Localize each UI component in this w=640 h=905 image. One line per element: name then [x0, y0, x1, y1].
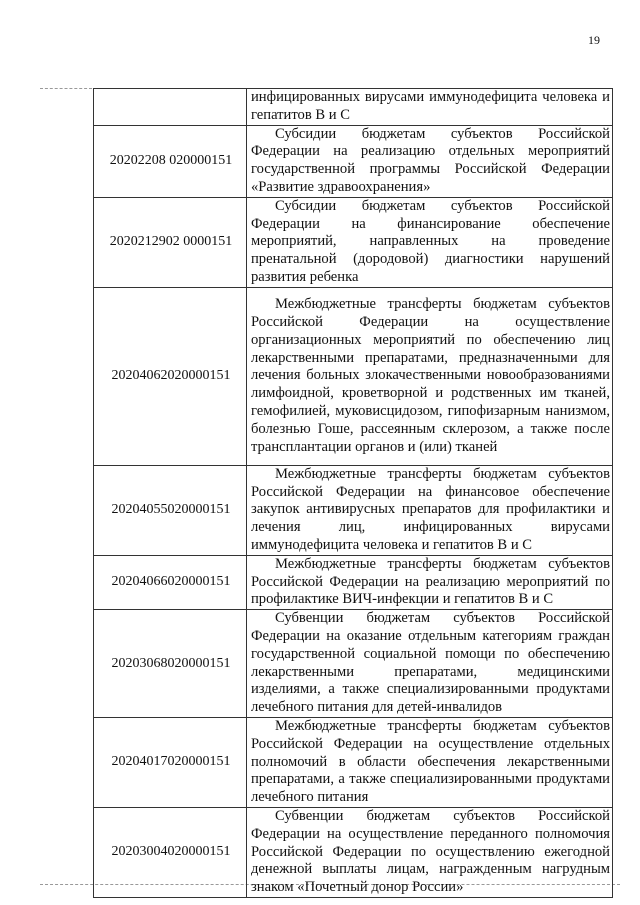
- table-row: [94, 555, 613, 609]
- budget-code-cell: 20202208 020000151: [94, 125, 247, 197]
- table-row: [94, 287, 613, 465]
- budget-code-cell: [94, 89, 247, 126]
- description-cell: Межбюджетные трансферты бюджетам субъектов Российской Федерации на реализацию мероприятий по профилактике ВИЧ-инфекции и гепатитов В и С: [247, 555, 613, 609]
- table-row: [94, 610, 613, 718]
- scan-rule: [40, 88, 92, 89]
- description-cell: Субсидии бюджетам субъектов Российской Федерации на финансирование обеспечение мероприятий, направленных на проведение пренатальной (дородовой) диагностики нарушений развития ребенка: [247, 197, 613, 287]
- description-cell: Межбюджетные трансферты бюджетам субъектов Российской Федерации на осуществление отдельных полномочий в области обеспечения лекарственными препаратами, а также специализированными продуктами лечебного питания: [247, 717, 613, 807]
- budget-code-cell: 20203004020000151: [94, 807, 247, 897]
- budget-code-cell: 20203068020000151: [94, 610, 247, 718]
- table-row: [94, 717, 613, 807]
- table-row: [94, 125, 613, 197]
- table-row: [94, 807, 613, 897]
- description-cell: Межбюджетные трансферты бюджетам субъектов Российской Федерации на осуществление организационных мероприятий по обеспечению лиц лекарственными препаратами, предназначенными для лечения больных злокачественными новообразованиями лимфоидной, кроветворной и родственных им тканей, гемофилией, муковисцидозом, гипофизарным нанизмом, болезнью Гоше, рассеянным склерозом, а также после трансплантации органов и (или) тканей: [247, 287, 613, 465]
- budget-codes-table: [93, 88, 613, 898]
- table-row: [94, 465, 613, 555]
- description-cell: Субвенции бюджетам субъектов Российской Федерации на оказание отдельным категориям граждан государственной социальной помощи по обеспечению лекарственными препаратами, медицинскими изделиями, а также специализированными продуктами лечебного питания для детей-инвалидов: [247, 610, 613, 718]
- table-row: [94, 197, 613, 287]
- budget-code-cell: 20204062020000151: [94, 287, 247, 465]
- page-number: 19: [588, 33, 600, 47]
- description-cell: Субвенции бюджетам субъектов Российской Федерации на осуществление переданного полномочия Российской Федерации по осуществлению ежегодной денежной выплаты лицам, награжденным нагрудным знаком «Почетный донор России»: [247, 807, 613, 897]
- description-cell: Субсидии бюджетам субъектов Российской Федерации на реализацию отдельных мероприятий государственной программы Российской Федерации «Развитие здравоохранения»: [247, 125, 613, 197]
- budget-code-cell: 20204055020000151: [94, 465, 247, 555]
- budget-code-cell: 2020212902 0000151: [94, 197, 247, 287]
- description-cell: инфицированных вирусами иммунодефицита человека и гепатитов В и С: [247, 89, 613, 126]
- budget-code-cell: 20204017020000151: [94, 717, 247, 807]
- table-row: [94, 89, 613, 126]
- budget-code-cell: 20204066020000151: [94, 555, 247, 609]
- description-cell: Межбюджетные трансферты бюджетам субъектов Российской Федерации на финансовое обеспечение закупок антивирусных препаратов для профилактики и лечения лиц, инфицированных вирусами иммунодефицита человека и гепатитов В и С: [247, 465, 613, 555]
